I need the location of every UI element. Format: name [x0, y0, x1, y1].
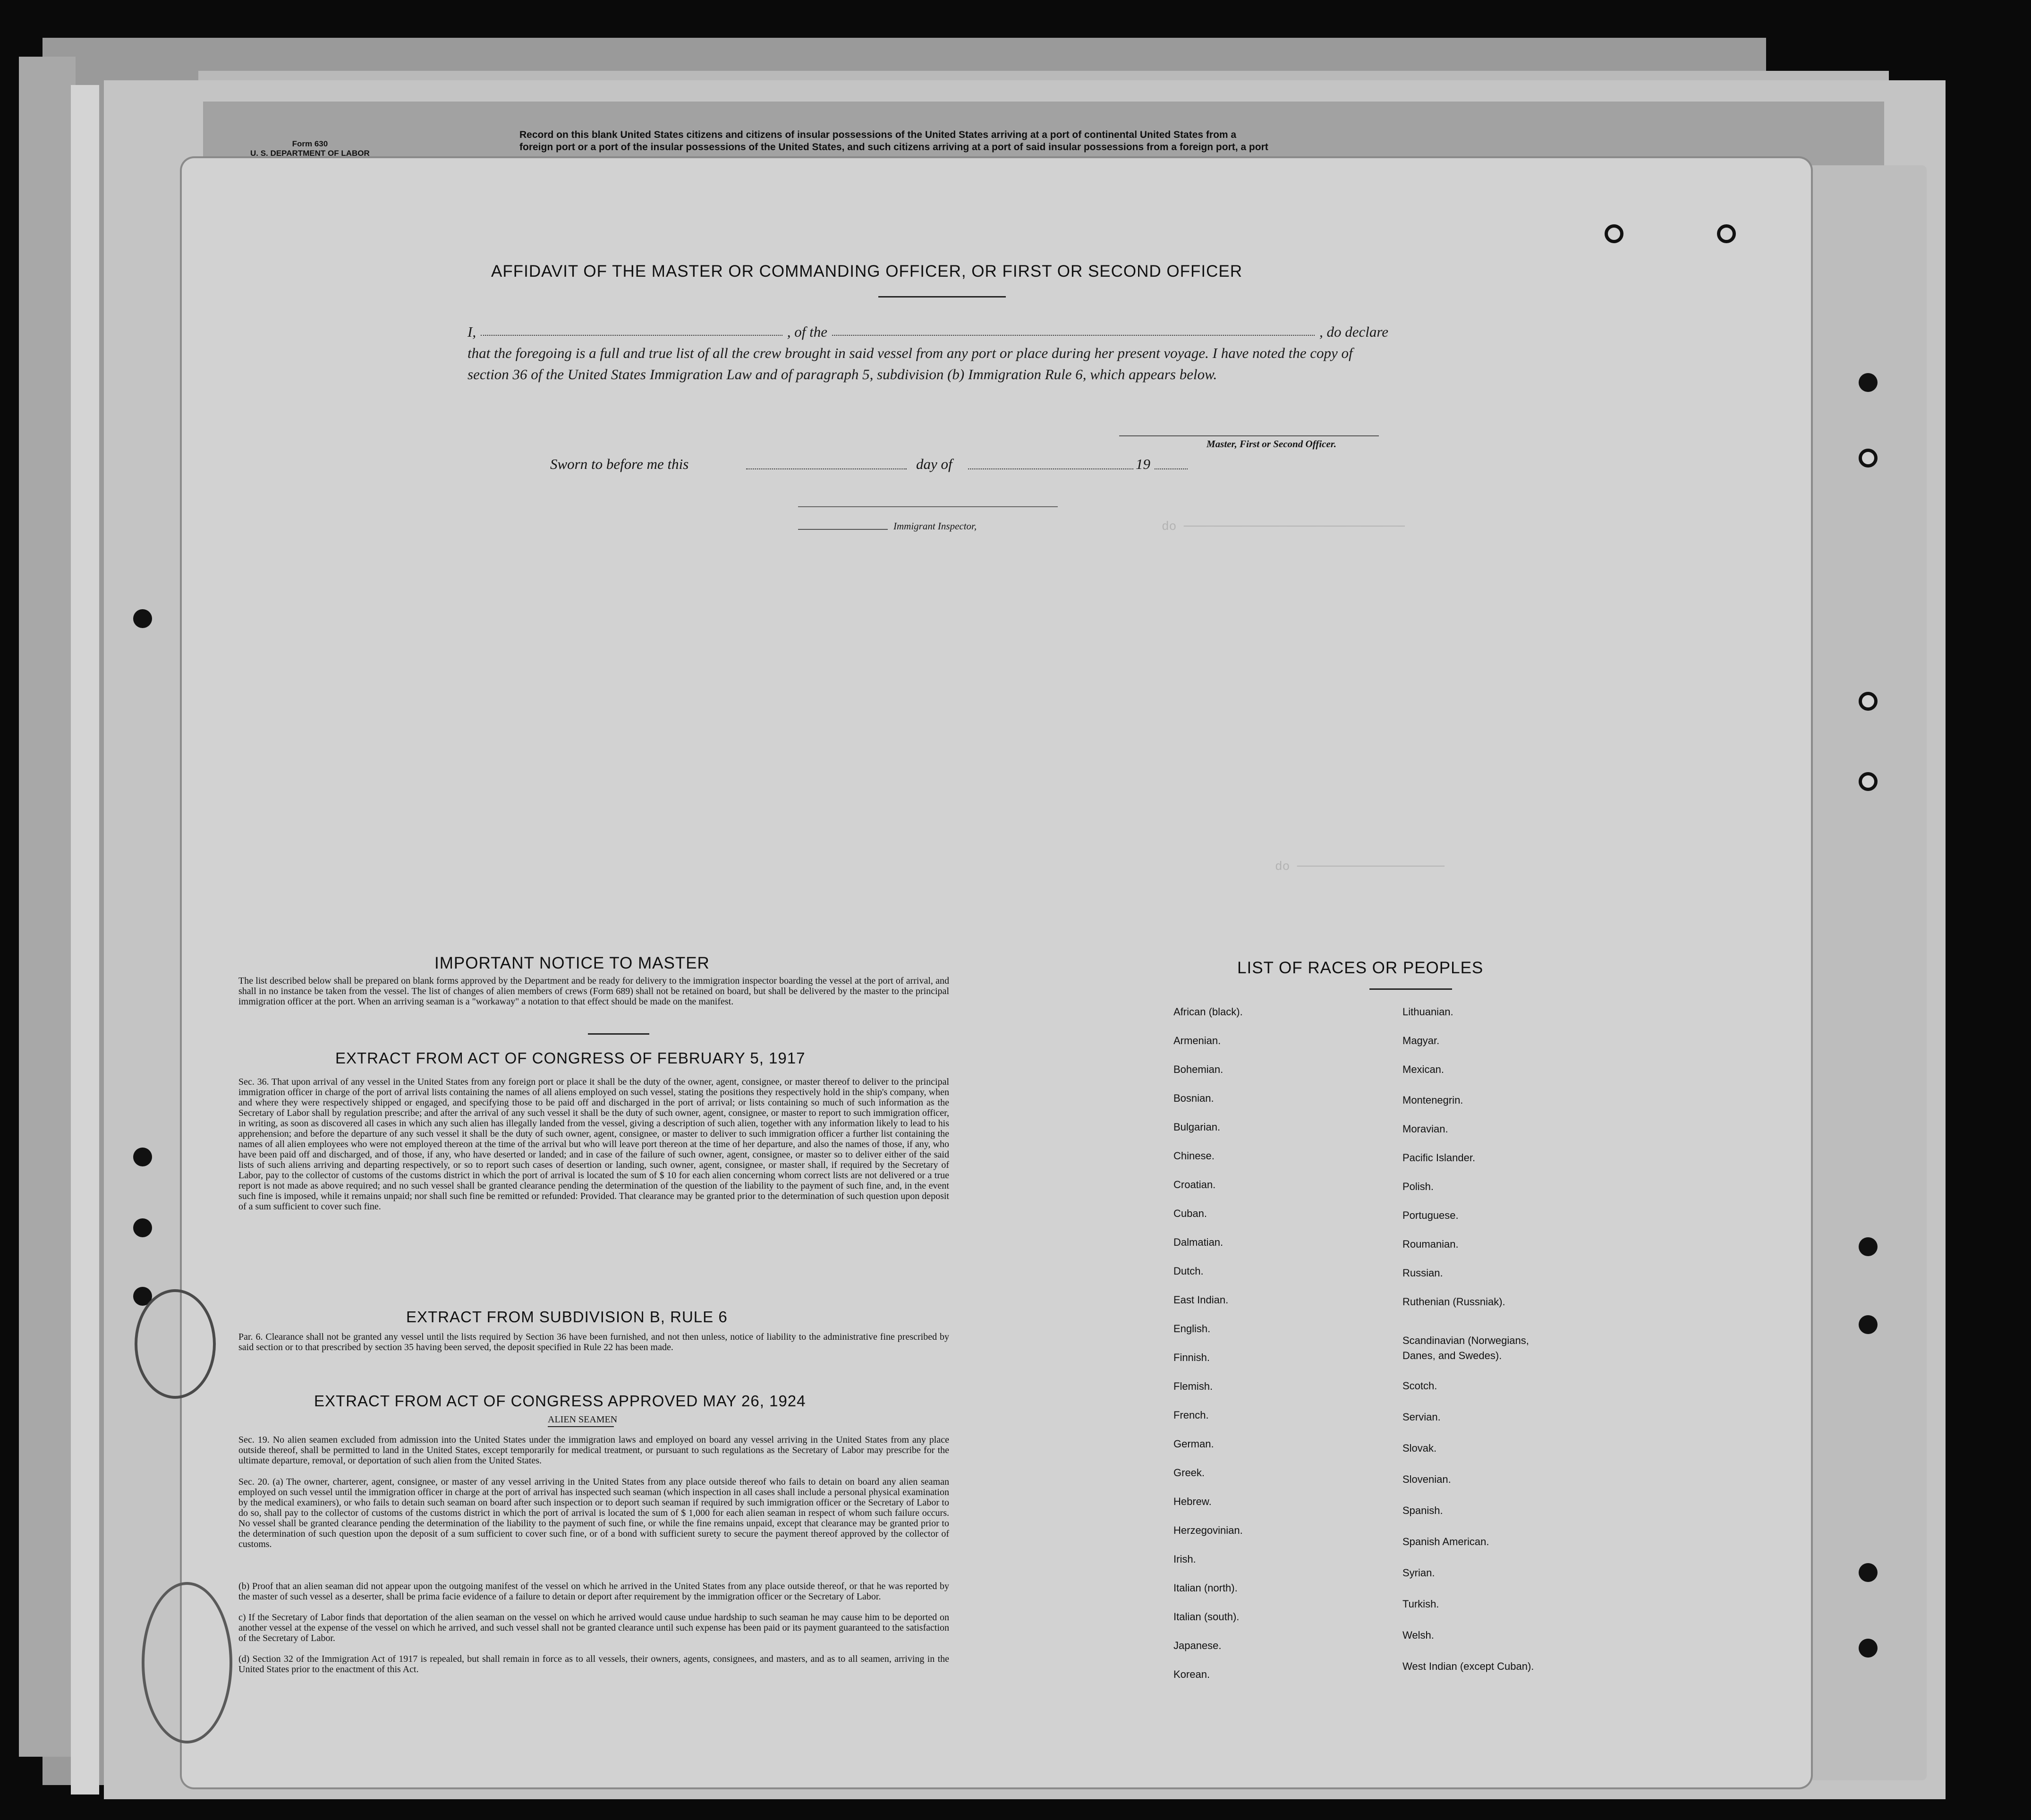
race-item: Armenian. — [1173, 1035, 1221, 1046]
of-the-label: , of the — [787, 323, 828, 340]
race-item: French. — [1173, 1409, 1209, 1421]
record-instruction — [519, 129, 1747, 153]
extract-1917-title: EXTRACT FROM ACT OF CONGRESS OF FEBRUARY 5, 1917 — [335, 1049, 806, 1067]
inspector-upper-line — [798, 506, 1058, 507]
signature-label: Master, First or Second Officer. — [1207, 438, 1336, 450]
punch-hole — [133, 1218, 152, 1237]
race-item: Italian (north). — [1173, 1582, 1238, 1594]
race-item: Finnish. — [1173, 1352, 1210, 1363]
race-item: Danes, and Swedes). — [1402, 1350, 1502, 1361]
race-item: Dalmatian. — [1173, 1236, 1224, 1248]
record-line-1: Record on this blank United States citizens and citizens of insular possessions of the United States arriving at a port of continental United States from a — [519, 129, 1237, 140]
page-edge-left — [19, 57, 76, 1757]
race-item: Moravian. — [1402, 1123, 1448, 1135]
race-item: Flemish. — [1173, 1380, 1213, 1392]
races-title-underline — [1369, 988, 1452, 990]
right-page-edge — [1809, 165, 1927, 1780]
year-blank[interactable] — [1155, 468, 1188, 469]
punch-hole — [1859, 1563, 1878, 1582]
punch-hole — [1859, 1639, 1878, 1658]
extract-1924-sec20b: (b) Proof that an alien seaman did not appear upon the outgoing manifest of the vessel on which he arrived in the United States from any place outside thereof, or that he was reported by the master of such vessel as a deserter, shall be prima facie evidence of a failure to detain or deport after requirement by the immigration officer or the Secretary of Labor. — [238, 1581, 949, 1602]
notice-body: The list described below shall be prepared on blank forms approved by the Department and be ready for delivery to the immigration inspector boarding the vessel at the port of arrival, and shall in no instance be taken from the vessel. The list of changes of alien members of crews (Form 689) shall not be retained on board, but shall be delivered by the master to the principal immigration officer at the port. When an arriving seaman is a "workaway" a notation to that effect should be made on the manifest. — [238, 976, 949, 1007]
race-item: Herzegovinian. — [1173, 1524, 1243, 1536]
affidavit-title: AFFIDAVIT OF THE MASTER OR COMMANDING OFFICER, OR FIRST OR SECOND OFFICER — [491, 262, 1243, 281]
race-item: Hebrew. — [1173, 1496, 1212, 1507]
race-item: German. — [1173, 1438, 1214, 1450]
form-number: Form 630 — [292, 139, 328, 148]
race-item: Portuguese. — [1402, 1209, 1459, 1221]
month-blank[interactable] — [968, 468, 1133, 469]
declaration-body: that the foregoing is a full and true list of all the crew brought in said vessel from any port or place during her present voyage. I have noted the copy of section 36 of the United States Immigration Law and of paragraph 5, subdivision (b) Immigration Rule 6, which appears below. — [467, 345, 1353, 383]
punch-hole — [1859, 692, 1878, 711]
punch-hole — [1717, 224, 1736, 243]
declaration-blank-line — [467, 321, 1388, 342]
race-item: Scandinavian (Norwegians, — [1402, 1335, 1529, 1346]
vessel-blank[interactable] — [832, 321, 1315, 336]
extract-1924-subtitle: ALIEN SEAMEN — [548, 1414, 618, 1425]
race-item: Turkish. — [1402, 1598, 1439, 1610]
extract-1924-sec20c: c) If the Secretary of Labor finds that deportation of the alien seaman on the vessel on which he arrived would cause undue hardship to such seaman he may cause him to be deported on another vessel at the expense of the vessel on which he arrived, and such vessel shall not be granted clearance until such expense has been paid or its payment guaranteed to the satisfaction of the Secretary of Labor. — [238, 1612, 949, 1643]
race-item: Polish. — [1402, 1181, 1434, 1192]
department-name: U. S. DEPARTMENT OF LABOR — [250, 149, 370, 158]
race-item: Irish. — [1173, 1553, 1196, 1565]
extract-rule6-body: Par. 6. Clearance shall not be granted any vessel until the lists required by Section 36 have been furnished, and not then unless, notice of liability to the administrative fine prescribed by said section or to that prescribed by section 35 having been served, the deposit specified in Rule 22 has been made. — [238, 1332, 949, 1352]
extract-1924-sec19: Sec. 19. No alien seamen excluded from admission into the United States under the immigration laws and employed on board any vessel arriving in the United States from any place outside thereof, shall be permitted to land in the United States, except temporarily for medical treatment, or pursuant to such regulations as the Secretary of Labor may prescribe for the ultimate departure, removal, or deportation of such alien from the United States. — [238, 1435, 949, 1466]
ink-mark — [142, 1582, 232, 1743]
notice-title: IMPORTANT NOTICE TO MASTER — [434, 954, 710, 972]
race-item: Dutch. — [1173, 1265, 1204, 1277]
extract-rule6-title: EXTRACT FROM SUBDIVISION B, RULE 6 — [406, 1308, 728, 1326]
race-item: Bohemian. — [1173, 1063, 1224, 1075]
i-label: I, — [467, 323, 476, 340]
punch-hole — [1859, 373, 1878, 392]
bleed-through-text: do ──────────────────── — [1275, 859, 1445, 874]
race-item: Greek. — [1173, 1467, 1205, 1479]
sworn-day-blank[interactable] — [746, 468, 907, 469]
race-item: Montenegrin. — [1402, 1094, 1463, 1106]
inspector-line[interactable] — [798, 529, 888, 530]
extract-1917-body: Sec. 36. That upon arrival of any vessel in the United States from any foreign port or place it shall be the duty of the owner, agent, consignee, or master thereof to deliver to the principal immigration officer in charge of the port of arrival lists containing the names of all aliens employed on such vessel, stating the positions they respectively hold in the ship's company, when and where they were respectively shipped or engaged, and specifying those to be paid off and discharged in the port of arrival; or lists containing so much of such information as the Secretary of Labor shall by regulation prescribe; and after the arrival of any such vessel it shall be the duty of such owner, agent, consignee, or master to report to such immigration officer, in writing, as soon as discovered all cases in which any such alien has illegally landed from the vessel, giving a description of such alien, together with any information likely to lead to his apprehension; and before the departure of any such vessel it shall be the duty of such owner, agent, consignee, or master to deliver to such immigration officer a further list containing the names of all alien employees who were not employed thereon at the time of the arrival but who will leave port thereon at the time of her departure, and also the names of those, if any, who have been paid off and discharged, and of those, if any, who have deserted or landed; and in case of the failure of such owner, agent, consignee, or master so to deliver either of the said lists of such aliens arriving and departing respectively, or so to report such cases of desertion or landing, such owner, agent, consignee, or master shall, if required by the Secretary of Labor, pay to the collector of customs of the customs district in which the port of arrival is located the sum of $ 10 for each alien concerning whom correct lists are not delivered or a true report is not made as above required; and no such vessel shall be granted clearance pending the determination of the question of the liability to the payment of such fine, and, in the event such fine is imposed, while it remains unpaid; nor shall such fine be remitted or refunded: Provided. That clearance may be granted prior to the determination of such question upon deposit of a sum sufficient to cover such fine. — [238, 1077, 949, 1212]
race-item: Chinese. — [1173, 1150, 1215, 1162]
race-item: Bulgarian. — [1173, 1121, 1221, 1133]
divider — [588, 1033, 649, 1035]
punch-hole — [133, 1148, 152, 1166]
signature-line[interactable] — [1119, 435, 1379, 436]
page-edge-left-inner — [71, 85, 99, 1794]
bleed-through-text: do ────────────────────────────── — [1162, 519, 1405, 534]
punch-hole — [1859, 1237, 1878, 1256]
do-declare-label: , do declare — [1319, 323, 1388, 340]
extract-1924-sec20: Sec. 20. (a) The owner, charterer, agent, consignee, or master of any vessel arriving in the United States from any place outside thereof who fails to detain on board any alien seaman employed on such vessel until the immigration officer in charge at the port of arrival has inspected such seaman (which inspection in all cases shall include a personal physical examination by the medical examiners), or who fails to detain such seaman on board after such inspection or to deport such seaman if required by such immigration officer or the Secretary of Labor to do so, shall pay to the collector of customs of the customs district in which the port of arrival is located the sum of $ 1,000 for each alien seaman in respect of whom such failure occurs. No vessel shall be granted clearance pending the determination of the liability to the payment of such fine, or while the fine remains unpaid, except that clearance may be granted prior to the determination of such question upon the deposit of a sum sufficient to cover such fine, or of a bond with sufficient surety to secure the payment thereof approved by the collector of customs. — [238, 1477, 949, 1549]
punch-hole — [133, 609, 152, 628]
punch-hole — [1859, 772, 1878, 791]
sworn-label: Sworn to before me this — [550, 456, 689, 472]
race-item: Slovak. — [1402, 1442, 1437, 1454]
race-item: Scotch. — [1402, 1380, 1437, 1392]
race-item: Korean. — [1173, 1668, 1210, 1680]
day-of-label: day of — [916, 456, 952, 472]
name-blank[interactable] — [481, 321, 782, 336]
extract-1924-title: EXTRACT FROM ACT OF CONGRESS APPROVED MAY 26, 1924 — [314, 1392, 806, 1410]
race-item: Lithuanian. — [1402, 1006, 1453, 1018]
race-item: Mexican. — [1402, 1063, 1445, 1075]
extract-1924-sec20d: (d) Section 32 of the Immigration Act of 1917 is repealed, but shall remain in force as to all vessels, their owners, agents, consignees, and masters, and as to all seamen, arriving in the United States prior to the enactment of this Act. — [238, 1654, 949, 1675]
race-item: Japanese. — [1173, 1640, 1222, 1651]
form-number-block — [250, 139, 370, 158]
race-item: Pacific Islander. — [1402, 1152, 1476, 1164]
race-item: Roumanian. — [1402, 1238, 1459, 1250]
race-item: Italian (south). — [1173, 1611, 1240, 1623]
race-item: Spanish. — [1402, 1505, 1443, 1516]
race-item: Bosnian. — [1173, 1092, 1214, 1104]
punch-hole — [1605, 224, 1623, 243]
year-prefix: 19 — [1136, 456, 1150, 472]
race-item: East Indian. — [1173, 1294, 1229, 1306]
race-item: Welsh. — [1402, 1629, 1434, 1641]
inspector-label: Immigrant Inspector, — [893, 520, 977, 532]
title-underline — [878, 296, 1006, 298]
affidavit-declaration — [467, 321, 1388, 385]
race-item: Slovenian. — [1402, 1473, 1451, 1485]
punch-hole — [1859, 449, 1878, 468]
races-title: LIST OF RACES OR PEOPLES — [1237, 959, 1484, 977]
race-item: African (black). — [1173, 1006, 1243, 1018]
divider — [548, 1426, 614, 1427]
race-item: Magyar. — [1402, 1035, 1440, 1046]
race-item: Spanish American. — [1402, 1536, 1489, 1548]
race-item: Ruthenian (Russniak). — [1402, 1296, 1505, 1308]
record-line-2: foreign port or a port of the insular possessions of the United States, and such citizens arriving at a port of said insular possessions from a foreign port, a port — [519, 142, 1268, 153]
race-item: Servian. — [1402, 1411, 1441, 1423]
race-item: English. — [1173, 1323, 1211, 1335]
ink-mark — [135, 1289, 216, 1399]
race-item: Cuban. — [1173, 1208, 1207, 1219]
punch-hole — [1859, 1315, 1878, 1334]
race-item: West Indian (except Cuban). — [1402, 1660, 1534, 1672]
race-item: Syrian. — [1402, 1567, 1435, 1579]
race-item: Russian. — [1402, 1267, 1443, 1279]
race-item: Croatian. — [1173, 1179, 1216, 1191]
